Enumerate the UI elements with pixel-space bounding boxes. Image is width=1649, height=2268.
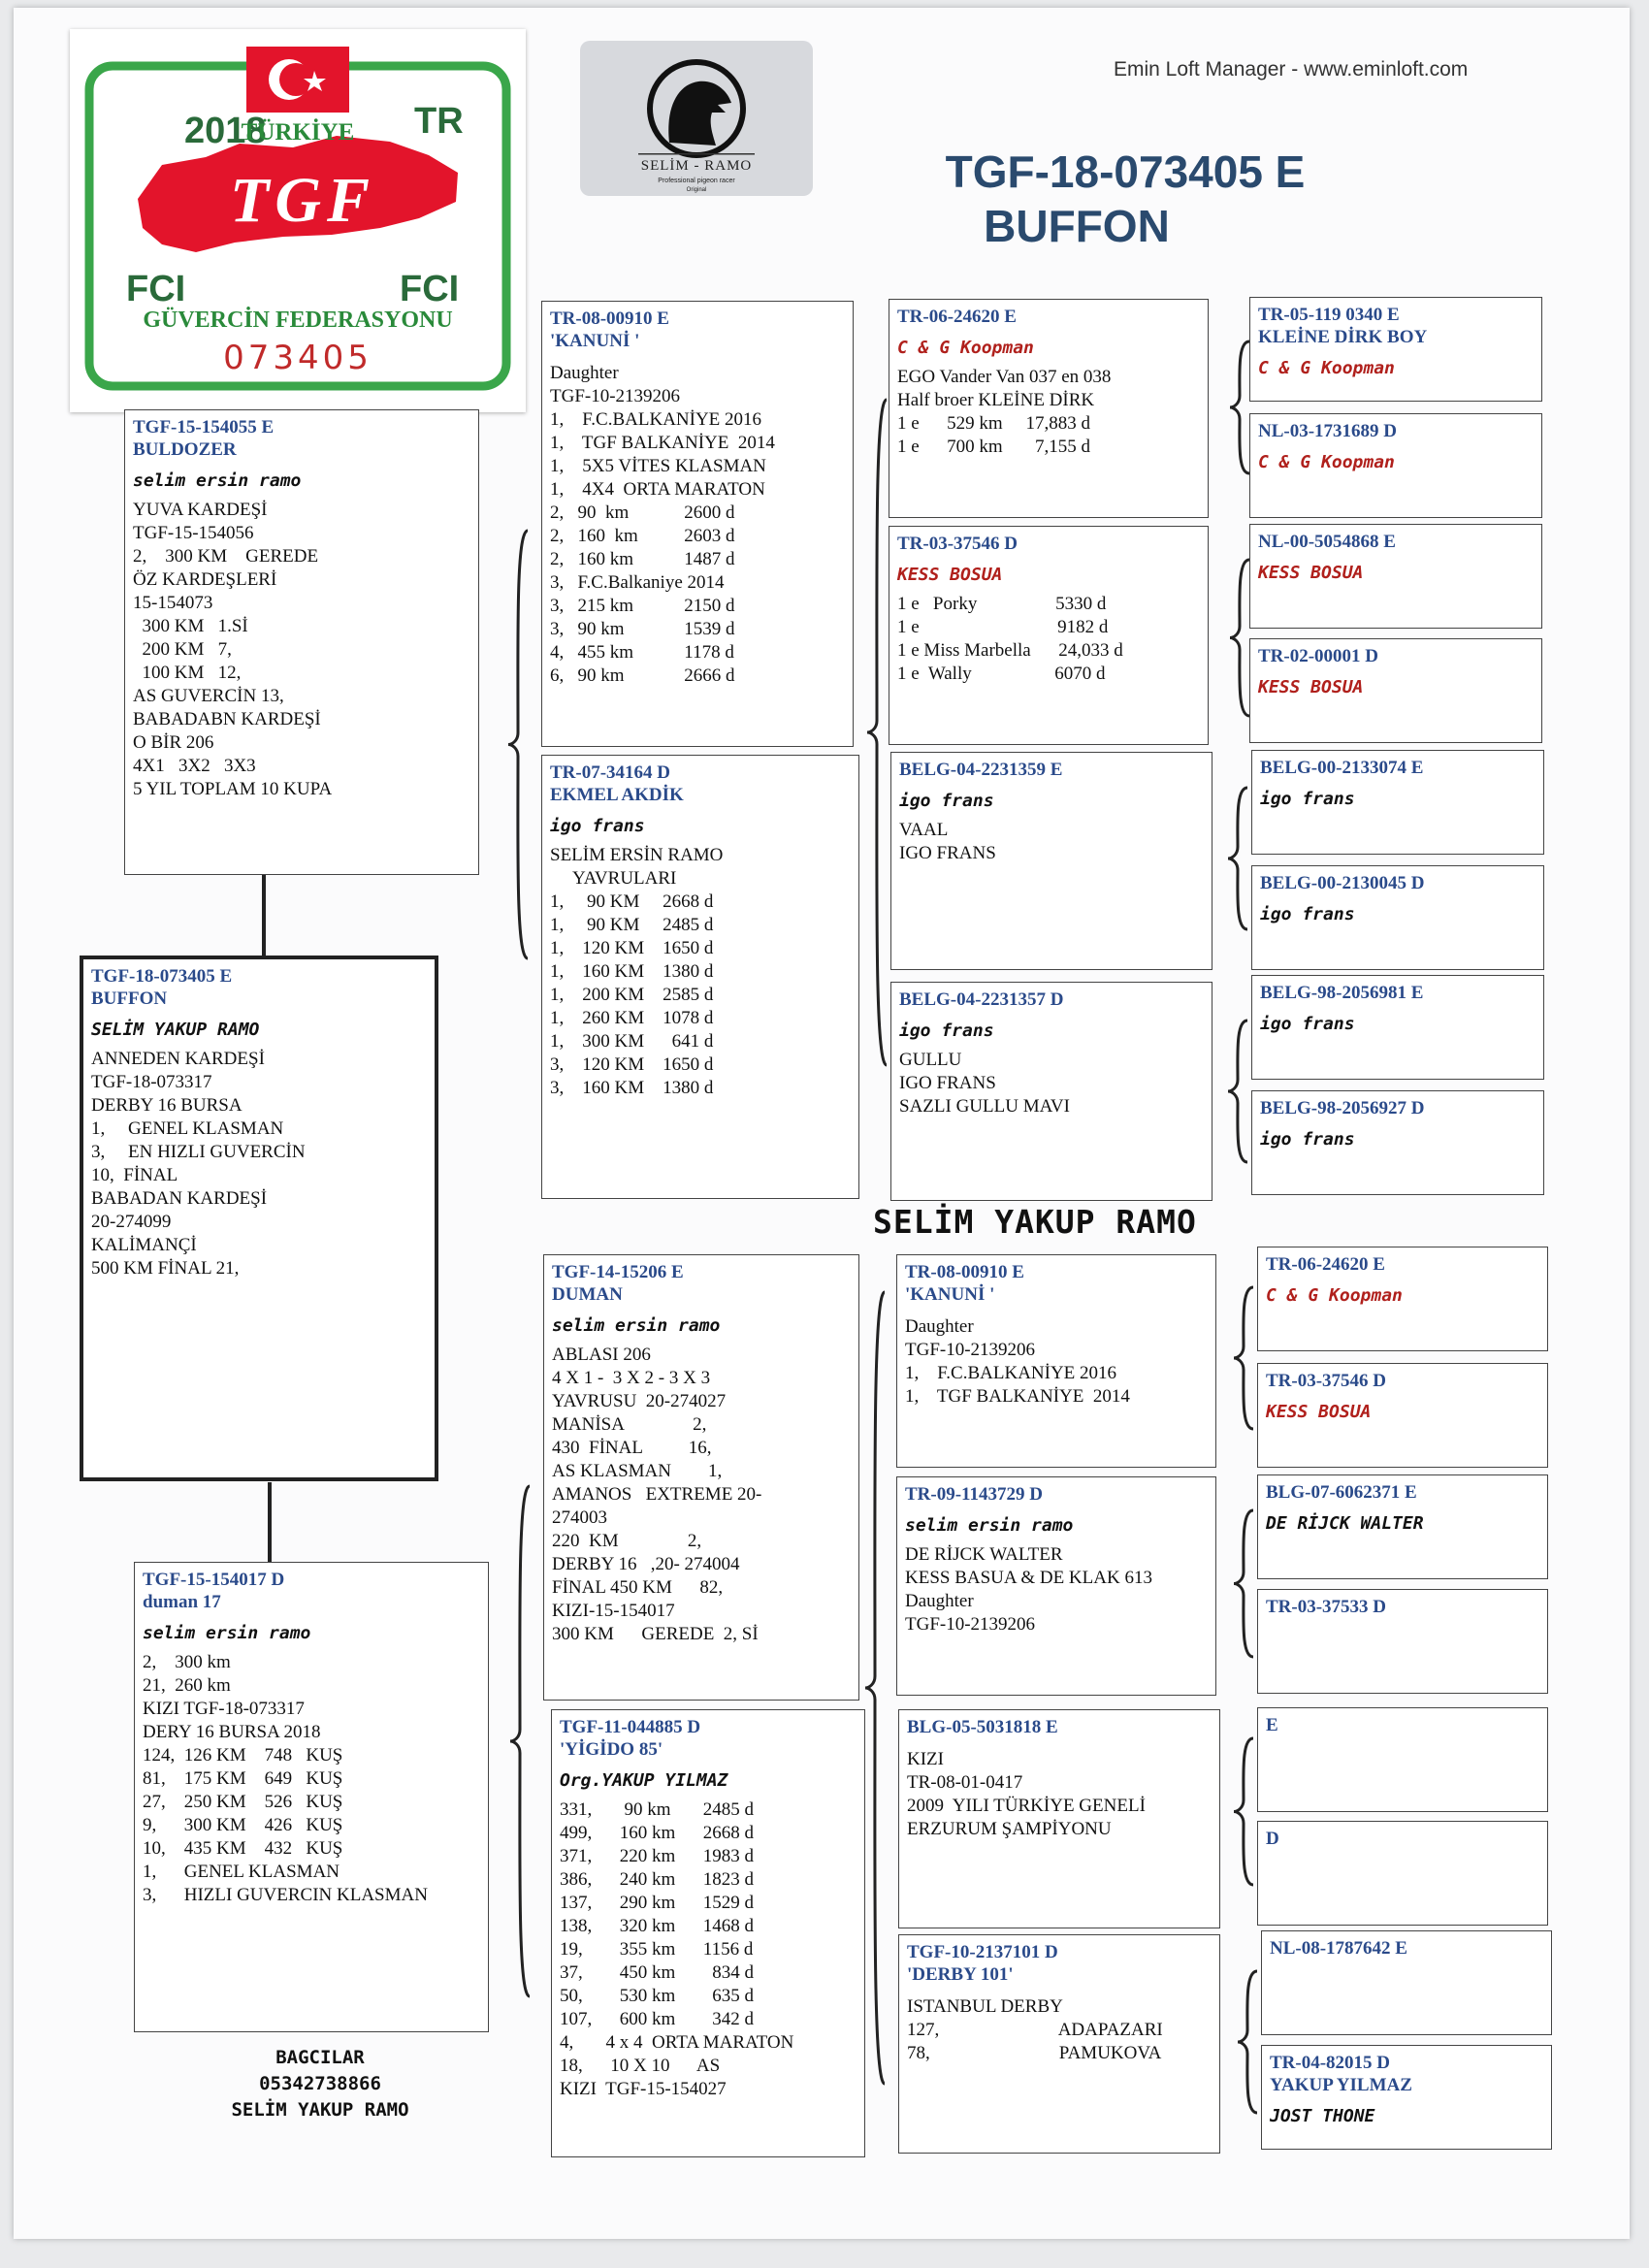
- note-line: 2, 160 km 2603 d: [550, 526, 735, 546]
- note-line: 4X1 3X2 3X3: [133, 756, 256, 776]
- pedigree-box-g16: [1261, 2045, 1552, 2150]
- ring-number: TR-03-37546 D: [897, 534, 1018, 554]
- brace-connector: [504, 529, 534, 960]
- badge-org: TGF: [230, 165, 375, 236]
- note-line: TR-08-01-0417: [907, 1772, 1023, 1793]
- logo-name: SELİM - RAMO: [640, 158, 753, 174]
- pigeon-name: BUFFON: [91, 988, 168, 1009]
- badge-fci-right: FCI: [400, 269, 460, 309]
- note-line: 124, 126 KM 748 KUŞ: [143, 1745, 343, 1766]
- performance-notes: [550, 844, 851, 1100]
- note-line: 127, ADAPAZARI: [907, 2020, 1163, 2040]
- note-line: 1, 260 KM 1078 d: [550, 1008, 714, 1028]
- performance-notes: [899, 819, 1204, 865]
- note-line: DERBY 16 ,20- 274004: [552, 1554, 740, 1574]
- note-line: YAVRULARI: [550, 868, 677, 889]
- pedigree-box-g13: [1257, 1707, 1548, 1812]
- ring-number: NL-00-5054868 E: [1258, 532, 1396, 552]
- note-line: 331, 90 km 2485 d: [560, 1799, 755, 1820]
- note-line: 371, 220 km 1983 d: [560, 1846, 755, 1866]
- pedigree-box-g3: [1249, 524, 1542, 629]
- pedigree-box-g15: [1261, 1930, 1552, 2035]
- performance-notes: [552, 1344, 851, 1646]
- note-line: 1, 160 KM 1380 d: [550, 961, 714, 982]
- breeder-name: C & G Koopman: [1258, 358, 1395, 378]
- app-credit: Emin Loft Manager - www.eminloft.com: [1114, 58, 1469, 81]
- note-line: MANİSA 2,: [552, 1414, 707, 1435]
- note-line: 1 e Wally 6070 d: [897, 664, 1106, 684]
- breeder-name: DE RİJCK WALTER: [1266, 1513, 1424, 1534]
- note-line: Half broer KLEİNE DİRK: [897, 390, 1095, 410]
- performance-notes: [907, 1995, 1212, 2065]
- contact-phone: 05342738866: [259, 2073, 381, 2094]
- brace-connector: [1230, 1285, 1259, 1431]
- note-line: 1, 4X4 ORTA MARATON: [550, 479, 765, 500]
- brace-connector: [861, 1290, 890, 2086]
- note-line: 138, 320 km 1468 d: [560, 1916, 755, 1936]
- note-line: DERBY 16 BURSA: [91, 1095, 242, 1116]
- breeder-name: selim ersin ramo: [143, 1623, 311, 1643]
- brace-connector: [1230, 1736, 1259, 1887]
- note-line: 1 e 700 km 7,155 d: [897, 437, 1090, 457]
- breeder-name: igo frans: [1260, 1014, 1355, 1034]
- note-line: 37, 450 km 834 d: [560, 1962, 755, 1983]
- note-line: 3, 160 KM 1380 d: [550, 1078, 714, 1098]
- pedigree-box-dam: [134, 1562, 489, 2032]
- performance-notes: [905, 1315, 1208, 1409]
- pedigree-box-ssd: [889, 526, 1209, 745]
- note-line: 1 e 9182 d: [897, 617, 1109, 637]
- note-line: 430 FİNAL 16,: [552, 1438, 712, 1458]
- note-line: 1, 300 KM 641 d: [550, 1031, 714, 1052]
- pedigree-box-ds: [543, 1254, 859, 1701]
- note-line: KALİMANÇİ: [91, 1235, 197, 1255]
- note-line: Daughter: [550, 363, 619, 383]
- badge-year: 2018: [184, 111, 267, 151]
- note-line: 300 KM 1.Sİ: [133, 616, 248, 636]
- performance-notes: [897, 366, 1200, 459]
- ring-number: BLG-05-5031818 E: [907, 1717, 1058, 1737]
- breeder-name: C & G Koopman: [1266, 1285, 1403, 1306]
- note-line: EGO Vander Van 037 en 038: [897, 367, 1112, 387]
- pedigree-box-g10: [1257, 1363, 1548, 1468]
- performance-notes: [897, 593, 1200, 686]
- note-line: 1, TGF BALKANİYE 2014: [550, 433, 775, 453]
- note-line: 10, 435 KM 432 KUŞ: [143, 1838, 343, 1859]
- logo-sub: Original: [686, 187, 707, 193]
- note-line: 300 KM GEREDE 2, Sİ: [552, 1624, 759, 1644]
- note-line: 2, 300 KM GEREDE: [133, 546, 319, 567]
- breeder-name: JOST THONE: [1270, 2106, 1375, 2126]
- ring-number: TR-07-34164 D: [550, 762, 671, 783]
- ring-number: D: [1266, 1829, 1279, 1849]
- note-line: 4, 4 x 4 ORTA MARATON: [560, 2032, 794, 2053]
- note-line: VAAL: [899, 820, 949, 840]
- note-line: 137, 290 km 1529 d: [560, 1893, 755, 1913]
- ring-number: TGF-14-15206 E: [552, 1262, 684, 1282]
- ring-number: TR-09-1143729 D: [905, 1484, 1043, 1505]
- pedigree-box-g11: [1257, 1474, 1548, 1579]
- note-line: 1, 200 KM 2585 d: [550, 985, 714, 1005]
- pigeon-name: EKMEL AKDİK: [550, 785, 684, 805]
- pigeon-name: KLEİNE DİRK BOY: [1258, 327, 1428, 347]
- note-line: GULLU: [899, 1050, 962, 1070]
- pedigree-box-subject: [80, 956, 438, 1481]
- note-line: TGF-15-154056: [133, 523, 254, 543]
- pedigree-box-sd: [541, 755, 859, 1199]
- ring-number: BELG-00-2130045 D: [1260, 873, 1425, 893]
- note-line: AMANOS EXTREME 20-: [552, 1484, 762, 1505]
- note-line: AS GUVERCİN 13,: [133, 686, 284, 706]
- breeder-name: igo frans: [550, 816, 645, 836]
- note-line: Daughter: [905, 1316, 974, 1337]
- ring-number: BLG-07-6062371 E: [1266, 1482, 1417, 1503]
- ring-number: TR-05-119 0340 E: [1258, 305, 1400, 325]
- tgf-badge-graphic: [70, 29, 526, 412]
- note-line: 4 X 1 - 3 X 2 - 3 X 3: [552, 1368, 711, 1388]
- note-line: 1, F.C.BALKANİYE 2016: [905, 1363, 1117, 1383]
- pigeon-name: duman 17: [143, 1592, 221, 1612]
- note-line: 21, 260 km: [143, 1675, 231, 1696]
- note-line: 220 KM 2,: [552, 1531, 702, 1551]
- note-line: ISTANBUL DERBY: [907, 1996, 1063, 2017]
- pedigree-box-g14: [1257, 1821, 1548, 1926]
- note-line: 100 KM 12,: [133, 663, 242, 683]
- note-line: Daughter: [905, 1591, 974, 1611]
- pedigree-box-ddd: [898, 1934, 1220, 2154]
- pigeon-name: DUMAN: [552, 1284, 623, 1305]
- performance-notes: [907, 1748, 1212, 1841]
- note-line: 4, 455 km 1178 d: [550, 642, 734, 663]
- dam-connector: [268, 1482, 272, 1564]
- brace-connector: [1234, 1969, 1263, 2115]
- pigeon-name: 'KANUNİ ': [905, 1284, 995, 1305]
- selim-ramo-logo: [580, 41, 813, 196]
- ring-number: TR-06-24620 E: [1266, 1254, 1385, 1275]
- note-line: KIZI-15-154017: [552, 1601, 675, 1621]
- note-line: ERZURUM ŞAMPİYONU: [907, 1819, 1112, 1839]
- breeder-name: igo frans: [899, 1021, 994, 1041]
- pigeon-name: 'KANUNİ ': [550, 331, 640, 351]
- pedigree-box-g6: [1251, 865, 1544, 970]
- performance-notes: [905, 1543, 1208, 1636]
- performance-notes: [560, 1798, 857, 2101]
- note-line: TGF-10-2139206: [905, 1614, 1036, 1635]
- note-line: YAVRUSU 20-274027: [552, 1391, 727, 1411]
- ring-number: TGF-11-044885 D: [560, 1717, 701, 1737]
- note-line: 3, 90 km 1539 d: [550, 619, 735, 639]
- ring-number: TR-03-37546 D: [1266, 1371, 1387, 1391]
- note-line: 2009 YILI TÜRKİYE GENELİ: [907, 1796, 1146, 1816]
- note-line: 1, 5X5 VİTES KLASMAN: [550, 456, 766, 476]
- note-line: BABADABN KARDEŞİ: [133, 709, 321, 729]
- note-line: 10, FİNAL: [91, 1165, 178, 1185]
- ring-number: BELG-98-2056981 E: [1260, 983, 1424, 1003]
- note-line: 15-154073: [133, 593, 213, 613]
- performance-notes: [899, 1049, 1204, 1118]
- breeder-name: selim ersin ramo: [133, 470, 302, 491]
- ring-number: BELG-04-2231359 E: [899, 760, 1063, 780]
- note-line: 3, EN HIZLI GUVERCİN: [91, 1142, 306, 1162]
- pedigree-box-dds: [898, 1709, 1220, 1928]
- pigeon-name: 'YİGİDO 85': [560, 1739, 663, 1760]
- note-line: 19, 355 km 1156 d: [560, 1939, 754, 1960]
- brace-connector: [863, 398, 892, 1067]
- note-line: 1 e Miss Marbella 24,033 d: [897, 640, 1123, 661]
- performance-notes: [143, 1651, 480, 1907]
- ring-number: TGF-15-154055 E: [133, 417, 275, 437]
- breeder-name: Org.YAKUP YILMAZ: [560, 1770, 728, 1791]
- breeder-name: C & G Koopman: [897, 338, 1034, 358]
- contact-owner: SELİM YAKUP RAMO: [231, 2099, 409, 2121]
- brace-connector: [1230, 1508, 1259, 1659]
- owner-name: SELİM YAKUP RAMO: [873, 1203, 1197, 1241]
- pigeon-name: 'DERBY 101': [907, 1964, 1014, 1985]
- pigeon-ring-title: TGF-18-073405 E: [945, 146, 1306, 197]
- note-line: DERY 16 BURSA 2018: [143, 1722, 321, 1742]
- note-line: 20-274099: [91, 1212, 172, 1232]
- pedigree-box-dd: [551, 1709, 865, 2157]
- pedigree-box-g1: [1249, 297, 1542, 402]
- breeder-name: SELİM YAKUP RAMO: [91, 1020, 260, 1040]
- pigeon-name-title: BUFFON: [984, 201, 1170, 251]
- ring-number: NL-03-1731689 D: [1258, 421, 1398, 441]
- breeder-name: C & G Koopman: [1258, 452, 1395, 472]
- note-line: YUVA KARDEŞİ: [133, 500, 268, 520]
- note-line: TGF-18-073317: [91, 1072, 212, 1092]
- badge-handwritten-number: 073405: [223, 339, 372, 377]
- pedigree-box-g12: [1257, 1589, 1548, 1694]
- pedigree-box-sds: [890, 752, 1212, 970]
- note-line: ÖZ KARDEŞLERİ: [133, 569, 277, 590]
- note-line: 1, F.C.BALKANİYE 2016: [550, 409, 762, 430]
- note-line: SAZLI GULLU MAVI: [899, 1096, 1070, 1117]
- note-line: 27, 250 KM 526 KUŞ: [143, 1792, 343, 1812]
- note-line: 3, HIZLI GUVERCIN KLASMAN: [143, 1885, 428, 1905]
- brace-connector: [1226, 340, 1255, 475]
- note-line: 1 e 529 km 17,883 d: [897, 413, 1090, 434]
- ring-number: BELG-00-2133074 E: [1260, 758, 1424, 778]
- note-line: 50, 530 km 635 d: [560, 1986, 755, 2006]
- owner-contact: [194, 2045, 446, 2123]
- note-line: BABADAN KARDEŞİ: [91, 1188, 268, 1209]
- pedigree-box-g4: [1249, 638, 1542, 743]
- note-line: 18, 10 X 10 AS: [560, 2056, 721, 2076]
- note-line: 200 KM 7,: [133, 639, 232, 660]
- note-line: SELİM ERSİN RAMO: [550, 845, 724, 865]
- note-line: 3, 215 km 2150 d: [550, 596, 735, 616]
- pedigree-box-g7: [1251, 975, 1544, 1080]
- note-line: 5 YIL TOPLAM 10 KUPA: [133, 779, 333, 799]
- badge-federation: GÜVERCİN FEDERASYONU: [143, 308, 453, 333]
- note-line: 78, PAMUKOVA: [907, 2043, 1162, 2063]
- note-line: 499, 160 km 2668 d: [560, 1823, 755, 1843]
- note-line: 1, 120 KM 1650 d: [550, 938, 714, 958]
- note-line: KESS BASUA & DE KLAK 613: [905, 1568, 1152, 1588]
- note-line: 274003: [552, 1507, 607, 1528]
- badge-fci-left: FCI: [126, 269, 186, 309]
- ring-number: TGF-10-2137101 D: [907, 1942, 1058, 1962]
- breeder-name: igo frans: [1260, 789, 1355, 809]
- ring-number: TR-08-00910 E: [550, 308, 669, 329]
- pedigree-box-ss: [541, 301, 854, 747]
- contact-district: BAGCILAR: [275, 2047, 365, 2068]
- note-line: 2, 300 km: [143, 1652, 231, 1672]
- pedigree-box-sss: [889, 299, 1209, 518]
- pedigree-box-dss: [896, 1254, 1216, 1468]
- breeder-name: igo frans: [1260, 904, 1355, 924]
- breeder-name: KESS BOSUA: [1266, 1402, 1372, 1422]
- ring-number: TR-04-82015 D: [1270, 2053, 1391, 2073]
- badge-country-code: TR: [414, 101, 464, 142]
- note-line: 81, 175 KM 649 KUŞ: [143, 1768, 343, 1789]
- breeder-name: KESS BOSUA: [1258, 677, 1364, 697]
- brace-connector: [1224, 1019, 1253, 1164]
- note-line: 2, 90 km 2600 d: [550, 502, 735, 523]
- performance-notes: [91, 1048, 427, 1280]
- pigeon-name: BULDOZER: [133, 439, 237, 460]
- breeder-name: KESS BOSUA: [1258, 563, 1364, 583]
- note-line: ABLASI 206: [552, 1345, 651, 1365]
- ring-number: TR-06-24620 E: [897, 307, 1017, 327]
- breeder-name: igo frans: [899, 791, 994, 811]
- note-line: KIZI TGF-18-073317: [143, 1699, 305, 1719]
- ring-number: NL-08-1787642 E: [1270, 1938, 1407, 1959]
- note-line: 1, GENEL KLASMAN: [91, 1118, 284, 1139]
- note-line: AS KLASMAN 1,: [552, 1461, 723, 1481]
- note-line: 107, 600 km 342 d: [560, 2009, 755, 2029]
- brace-connector: [1224, 786, 1253, 931]
- note-line: 3, 120 KM 1650 d: [550, 1054, 714, 1075]
- note-line: 500 KM FİNAL 21,: [91, 1258, 240, 1279]
- pedigree-box-sdd: [890, 982, 1212, 1201]
- note-line: FİNAL 450 KM 82,: [552, 1577, 724, 1598]
- pedigree-box-g9: [1257, 1247, 1548, 1351]
- note-line: DE RİJCK WALTER: [905, 1544, 1063, 1565]
- pedigree-box-g2: [1249, 413, 1542, 518]
- breeder-name: selim ersin ramo: [905, 1515, 1074, 1536]
- tgf-badge: [70, 29, 526, 412]
- note-line: 386, 240 km 1823 d: [560, 1869, 755, 1890]
- logo-tagline: Professional pigeon racer: [658, 178, 735, 184]
- note-line: IGO FRANS: [899, 843, 996, 863]
- note-line: 6, 90 km 2666 d: [550, 665, 735, 686]
- ring-number: TR-02-00001 D: [1258, 646, 1379, 666]
- note-line: TGF-10-2139206: [550, 386, 681, 406]
- note-line: KIZI TGF-15-154027: [560, 2079, 727, 2099]
- note-line: O BİR 206: [133, 732, 214, 753]
- ring-number: TGF-15-154017 D: [143, 1570, 285, 1590]
- badge-country: TÜRKİYE: [241, 119, 355, 146]
- breeder-name: KESS BOSUA: [897, 565, 1003, 585]
- breeder-name: igo frans: [1260, 1129, 1355, 1150]
- ring-number: BELG-98-2056927 D: [1260, 1098, 1425, 1118]
- note-line: 2, 160 km 1487 d: [550, 549, 735, 569]
- eagle-logo-icon: [580, 41, 813, 196]
- pedigree-box-g5: [1251, 750, 1544, 855]
- pedigree-box-g8: [1251, 1090, 1544, 1195]
- performance-notes: [550, 362, 845, 688]
- note-line: 1, GENEL KLASMAN: [143, 1862, 340, 1882]
- brace-connector: [506, 1484, 535, 1998]
- breeder-name: selim ersin ramo: [552, 1315, 721, 1336]
- sire-connector: [262, 875, 266, 956]
- ring-number: E: [1266, 1715, 1278, 1735]
- note-line: 9, 300 KM 426 KUŞ: [143, 1815, 343, 1835]
- note-line: 1, TGF BALKANİYE 2014: [905, 1386, 1130, 1407]
- note-line: IGO FRANS: [899, 1073, 996, 1093]
- note-line: ANNEDEN KARDEŞİ: [91, 1049, 265, 1069]
- pigeon-name: YAKUP YILMAZ: [1270, 2075, 1412, 2095]
- note-line: 1, 90 KM 2668 d: [550, 891, 714, 912]
- pedigree-box-sire: [124, 409, 479, 875]
- ring-number: TR-03-37533 D: [1266, 1597, 1387, 1617]
- note-line: 3, F.C.Balkaniye 2014: [550, 572, 725, 593]
- ring-number: TR-08-00910 E: [905, 1262, 1024, 1282]
- pedigree-box-dsd: [896, 1476, 1216, 1696]
- note-line: KIZI: [907, 1749, 944, 1769]
- brace-connector: [1226, 558, 1255, 718]
- ring-number: TGF-18-073405 E: [91, 966, 233, 987]
- performance-notes: [133, 499, 470, 801]
- note-line: 1 e Porky 5330 d: [897, 594, 1107, 614]
- note-line: TGF-10-2139206: [905, 1340, 1036, 1360]
- note-line: 1, 90 KM 2485 d: [550, 915, 714, 935]
- ring-number: BELG-04-2231357 D: [899, 989, 1064, 1010]
